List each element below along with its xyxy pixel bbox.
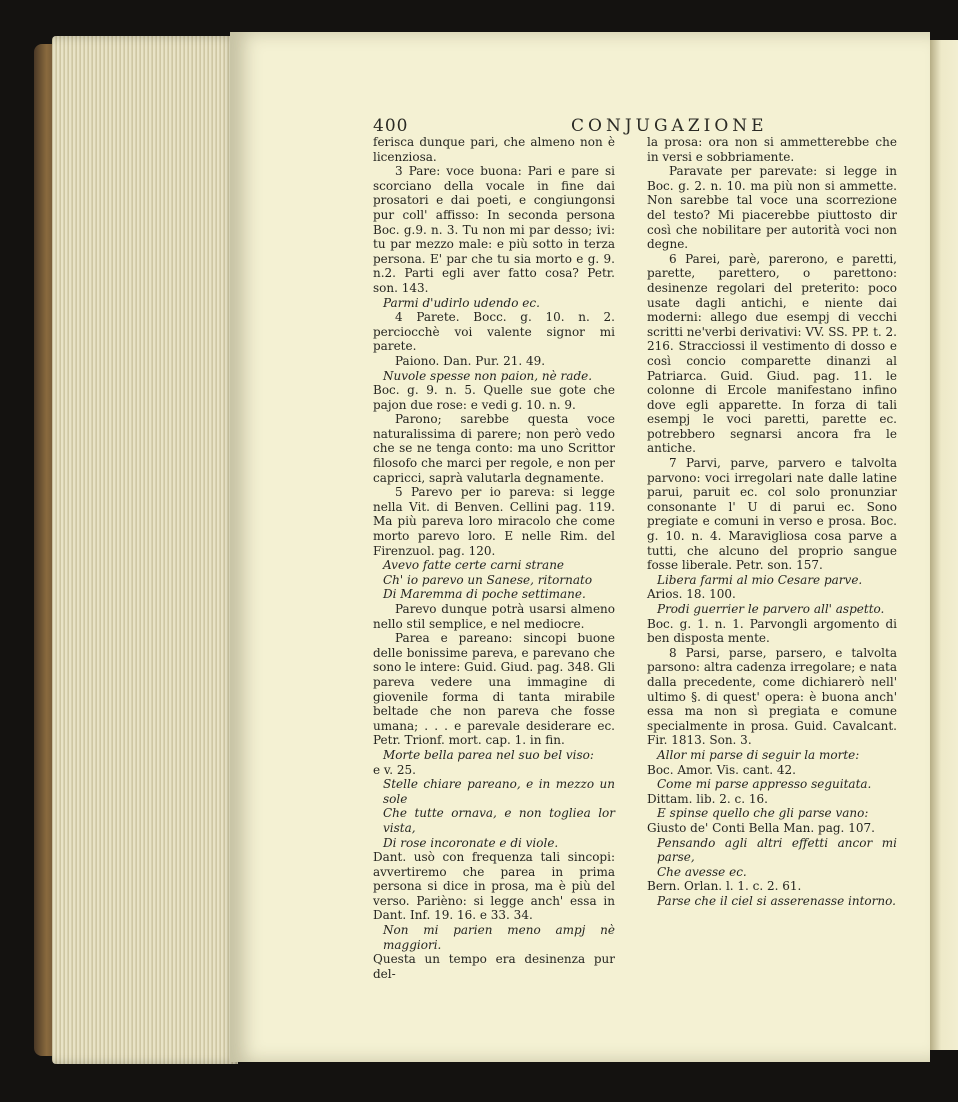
paragraph-parono: Parono; sarebbe questa voce naturalissima di parere; non però vedo che se ne tenga conto: ma uno Scrittor filosofo che marci per regole, e non per capricci, saprà valutarla degnamente. <box>373 412 615 485</box>
text-line: e v. 25. <box>373 762 416 777</box>
text-line: la prosa: ora non si ammetterebbe che in versi e sobbriamente. <box>647 135 897 164</box>
verse-line: Di Maremma di poche settimane. <box>383 587 586 602</box>
paragraph-parevo: 5 Parevo per io pareva: si legge nella Vit. di Benven. Cellini pag. 119. Ma più pareva loro miracolo che come morto parevo loro. E nelle Rim. del Firenzuol. pag. 120. <box>373 485 615 558</box>
right-column <box>647 135 897 908</box>
paragraph-dant: Dant. usò con frequenza tali sincopi: avvertiremo che parea in prima persona si dice in prosa, ma è più del verso. Parièno: si legge anch' essa in Dant. Inf. 19. 16. e 33. 34. <box>373 850 615 923</box>
verse-line: Come mi parse appresso seguitata. <box>657 777 872 792</box>
citation-line: Boc. Amor. Vis. cant. 42. <box>647 762 796 777</box>
text-line: Boc. g. 1. n. 1. Parvongli argomento di ben disposta mente. <box>647 616 897 646</box>
verse-line: Di rose incoronate e di viole. <box>383 835 559 850</box>
verse-line: Non mi parien meno ampj nè maggiori. <box>383 923 615 952</box>
page-edges-stack <box>52 36 238 1064</box>
verse-line: Nuvole spesse non paion, nè rade. <box>383 368 593 383</box>
facing-page-edge <box>930 40 958 1050</box>
paragraph-paravate: Paravate per parevate: si legge in Boc. g. 2. n. 10. ma più non si ammette. Non sarebbe tal voce una scorrezione del testo? Mi piacerebbe piuttosto dir così che nobilitare per autorità voci non degne. <box>647 164 897 252</box>
verse-line: Che tutte ornava, e non togliea lor vista, <box>383 806 615 835</box>
citation-line: Paiono. Dan. Pur. 21. 49. <box>395 353 546 368</box>
paragraph-parete: 4 Parete. Bocc. g. 10. n. 2. perciocchè voi valente signor mi parete. <box>373 310 615 354</box>
page-number: 400 <box>373 116 409 136</box>
verse-line: Pensando agli altri effetti ancor mi parse, <box>657 835 897 865</box>
printed-page <box>230 32 930 1062</box>
paragraph-parea: Parea e pareano: sincopi buone delle bonissime pareva, e parevano che sono le intere: Guid. Giud. pag. 348. Gli pareva vedere una immagine di giovenile forma di tanta mirabile beltade che non pareva che fosse umana; . . . e parevale desiderare ec. Petr. Trionf. mort. cap. 1. in fin. <box>373 631 615 748</box>
paragraph-parei: 6 Parei, parè, parerono, e paretti, parette, parettero, o parettono: desinenze regolari del preterito: poco usate dagli antichi, e niente dai moderni: allego due esempj di vecchi scritti ne'verbi derivativi: VV. SS. PP. t. 2. 216. Stracciossi il vestimento di dosso e così concio comparette dinanzi al Patriarca. Guid. Giud. pag. 11. le colonne di Ercole manifestano infino dove egli apparette. In forza di tali esempj le voci paretti, parette ec. potrebbero segnarsi ancora fra le antiche. <box>647 251 897 456</box>
verse-line: Avevo fatte certe carni strane <box>383 558 565 573</box>
citation-line: Giusto de' Conti Bella Man. pag. 107. <box>647 820 875 835</box>
verse-line: E spinse quello che gli parse vano: <box>657 806 869 821</box>
citation-line: Arios. 18. 100. <box>647 587 736 602</box>
paragraph-pare: 3 Pare: voce buona: Pari e pare si scorciano della vocale in fine dai prosatori e dai poeti, e congiungonsi pur coll' affisso: In seconda persona Boc. g.9. n. 3. Tu non mi par desso; ivi: tu par mezzo male: e più sotto in terza persona. E' par che tu sia morto e g. 9. n.2. Parti egli aver fatto cosa? Petr. son. 143. <box>373 164 615 295</box>
verse-line: Parmi d'udirlo udendo ec. <box>383 295 540 310</box>
citation-line: Dittam. lib. 2. c. 16. <box>647 791 768 806</box>
verse-line: Libera farmi al mio Cesare parve. <box>657 572 863 587</box>
paragraph-parsi: 8 Parsi, parse, parsero, e talvolta parsono: altra cadenza irregolare; e nata dalla precedente, come dichiarerò nell' ultimo §. di quest' opera: è buona anch' essa ma non sì pregiata e comune specialmente in prosa. Guid. Cavalcant. Fir. 1813. Son. 3. <box>647 645 897 748</box>
verse-line: Allor mi parse di seguir la morte: <box>657 747 860 762</box>
paragraph-parvi: 7 Parvi, parve, parvero e talvolta parvono: voci irregolari nate dalle latine parui, paruit ec. col solo pronunziar consonante l' U di parui ec. Sono pregiate e comuni in verso e prosa. Boc. g. 10. n. 4. Maravigliosa cosa parve a tutti, che alcuno del proprio sangue fosse liberale. Petr. son. 157. <box>647 456 897 573</box>
text-line: ferisca dunque pari, che almeno non è licenziosa. <box>373 135 615 164</box>
verse-line: Parse che il ciel si asserenasse intorno. <box>657 893 896 908</box>
verse-line: Morte bella parea nel suo bel viso: <box>383 747 594 762</box>
text-line: Questa un tempo era desinenza pur del- <box>373 952 615 981</box>
text-line: Boc. g. 9. n. 5. Quelle sue gote che pajon due rose: e vedi g. 10. n. 9. <box>373 383 615 412</box>
verse-line: Che avesse ec. <box>657 864 747 879</box>
verse-line: Stelle chiare pareano, e in mezzo un sole <box>383 777 615 806</box>
paragraph-parevo-use: Parevo dunque potrà usarsi almeno nello stil semplice, e nel mediocre. <box>373 602 615 631</box>
running-title: CONJUGAZIONE <box>571 116 768 136</box>
citation-line: Bern. Orlan. l. 1. c. 2. 61. <box>647 879 802 894</box>
left-column <box>373 135 615 981</box>
verse-line: Ch' io parevo un Sanese, ritornato <box>383 572 593 587</box>
verse-line: Prodi guerrier le parvero all' aspetto. <box>657 602 885 616</box>
